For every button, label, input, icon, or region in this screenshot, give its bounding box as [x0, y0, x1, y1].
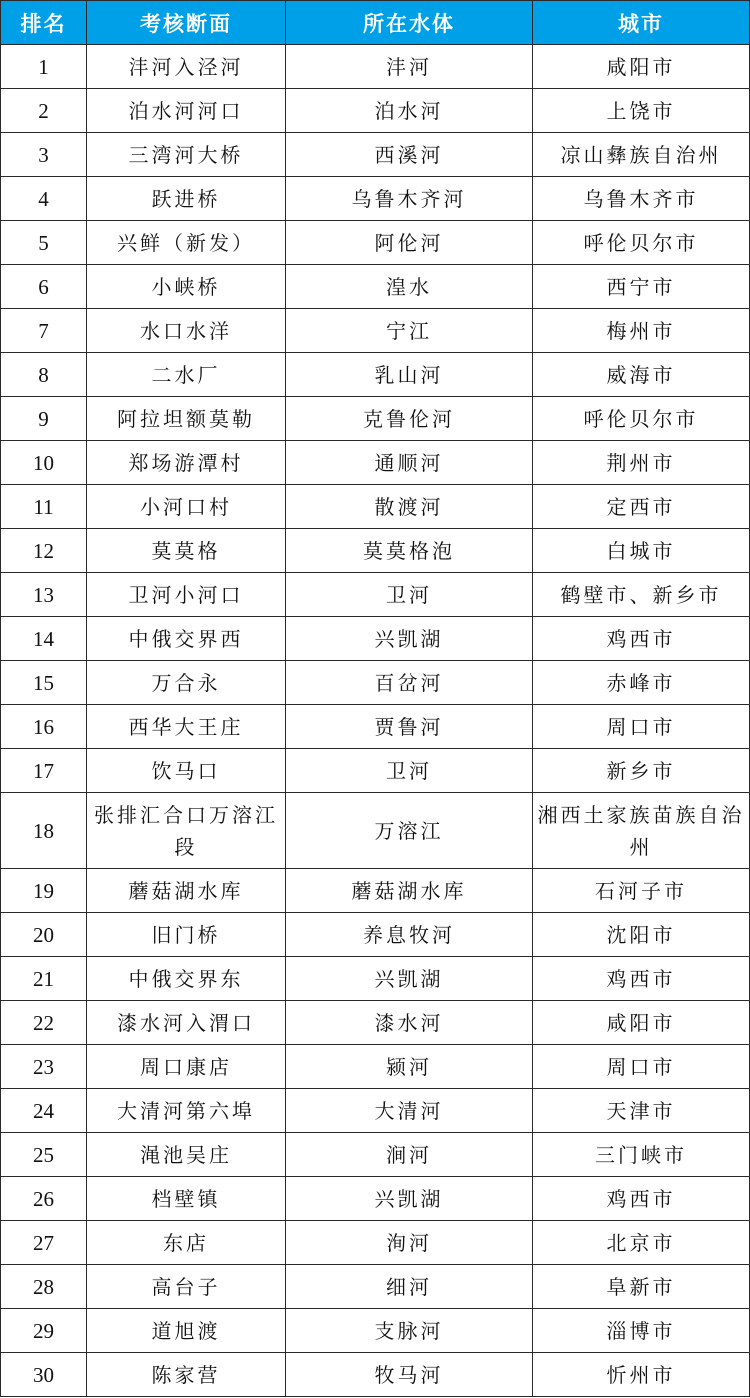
table-row [1, 913, 750, 957]
cell-city: 淄博市 [533, 1309, 750, 1353]
cell-water-body: 兴凯湖 [286, 617, 533, 661]
cell-city: 定西市 [533, 485, 750, 529]
table-row [1, 1089, 750, 1133]
cell-section: 沣河入泾河 [87, 45, 286, 89]
cell-section: 档壁镇 [87, 1177, 286, 1221]
cell-rank: 26 [1, 1177, 87, 1221]
cell-water-body: 西溪河 [286, 133, 533, 177]
table-row [1, 749, 750, 793]
cell-city: 白城市 [533, 529, 750, 573]
cell-section: 小峡桥 [87, 265, 286, 309]
cell-water-body: 颍河 [286, 1045, 533, 1089]
cell-section: 蘑菇湖水库 [87, 869, 286, 913]
table-row [1, 1265, 750, 1309]
cell-city: 乌鲁木齐市 [533, 177, 750, 221]
table-row [1, 1045, 750, 1089]
cell-water-body: 卫河 [286, 573, 533, 617]
cell-rank: 14 [1, 617, 87, 661]
cell-water-body: 洵河 [286, 1221, 533, 1265]
cell-section: 三湾河大桥 [87, 133, 286, 177]
cell-section: 西华大王庄 [87, 705, 286, 749]
cell-rank: 12 [1, 529, 87, 573]
table-row [1, 1001, 750, 1045]
cell-city: 上饶市 [533, 89, 750, 133]
cell-rank: 30 [1, 1353, 87, 1397]
cell-city: 咸阳市 [533, 1001, 750, 1045]
cell-section: 饮马口 [87, 749, 286, 793]
cell-water-body: 细河 [286, 1265, 533, 1309]
cell-rank: 23 [1, 1045, 87, 1089]
cell-rank: 21 [1, 957, 87, 1001]
cell-water-body: 贾鲁河 [286, 705, 533, 749]
cell-rank: 1 [1, 45, 87, 89]
header-rank: 排名 [1, 1, 87, 45]
cell-city: 荆州市 [533, 441, 750, 485]
cell-city: 石河子市 [533, 869, 750, 913]
cell-rank: 3 [1, 133, 87, 177]
cell-rank: 25 [1, 1133, 87, 1177]
table-row [1, 1221, 750, 1265]
cell-water-body: 克鲁伦河 [286, 397, 533, 441]
table-row [1, 397, 750, 441]
cell-section: 阿拉坦额莫勒 [87, 397, 286, 441]
table-row [1, 353, 750, 397]
cell-city: 赤峰市 [533, 661, 750, 705]
table-row [1, 1353, 750, 1397]
cell-rank: 6 [1, 265, 87, 309]
table-row [1, 441, 750, 485]
cell-water-body: 兴凯湖 [286, 957, 533, 1001]
cell-rank: 9 [1, 397, 87, 441]
table-row [1, 1177, 750, 1221]
cell-section: 高台子 [87, 1265, 286, 1309]
cell-section: 郑场游潭村 [87, 441, 286, 485]
cell-section: 旧门桥 [87, 913, 286, 957]
cell-water-body: 通顺河 [286, 441, 533, 485]
cell-city: 威海市 [533, 353, 750, 397]
cell-city: 鸡西市 [533, 957, 750, 1001]
table-header-row [1, 1, 750, 45]
cell-water-body: 兴凯湖 [286, 1177, 533, 1221]
cell-section: 卫河小河口 [87, 573, 286, 617]
cell-rank: 22 [1, 1001, 87, 1045]
cell-water-body: 蘑菇湖水库 [286, 869, 533, 913]
cell-rank: 24 [1, 1089, 87, 1133]
cell-water-body: 万溶江 [286, 793, 533, 869]
cell-city: 阜新市 [533, 1265, 750, 1309]
cell-water-body: 支脉河 [286, 1309, 533, 1353]
header-city: 城市 [533, 1, 750, 45]
table-row [1, 869, 750, 913]
cell-section: 中俄交界东 [87, 957, 286, 1001]
header-section: 考核断面 [87, 1, 286, 45]
cell-section: 万合永 [87, 661, 286, 705]
cell-section: 陈家营 [87, 1353, 286, 1397]
table-row [1, 529, 750, 573]
cell-rank: 4 [1, 177, 87, 221]
cell-rank: 13 [1, 573, 87, 617]
cell-section: 兴鲜（新发） [87, 221, 286, 265]
cell-rank: 20 [1, 913, 87, 957]
cell-rank: 17 [1, 749, 87, 793]
cell-rank: 16 [1, 705, 87, 749]
table-row [1, 265, 750, 309]
cell-city: 三门峡市 [533, 1133, 750, 1177]
table-row [1, 1309, 750, 1353]
cell-rank: 7 [1, 309, 87, 353]
table-row [1, 45, 750, 89]
cell-city: 沈阳市 [533, 913, 750, 957]
cell-city: 北京市 [533, 1221, 750, 1265]
cell-rank: 11 [1, 485, 87, 529]
cell-water-body: 宁江 [286, 309, 533, 353]
table-row [1, 1133, 750, 1177]
table-row [1, 221, 750, 265]
cell-city: 咸阳市 [533, 45, 750, 89]
cell-water-body: 卫河 [286, 749, 533, 793]
cell-section: 周口康店 [87, 1045, 286, 1089]
cell-water-body: 乳山河 [286, 353, 533, 397]
cell-rank: 10 [1, 441, 87, 485]
cell-rank: 19 [1, 869, 87, 913]
table-body [1, 45, 750, 1397]
cell-city: 呼伦贝尔市 [533, 397, 750, 441]
cell-city: 周口市 [533, 1045, 750, 1089]
cell-rank: 28 [1, 1265, 87, 1309]
cell-water-body: 湟水 [286, 265, 533, 309]
cell-rank: 29 [1, 1309, 87, 1353]
table-row [1, 793, 750, 869]
cell-water-body: 泊水河 [286, 89, 533, 133]
cell-section: 水口水洋 [87, 309, 286, 353]
cell-water-body: 漆水河 [286, 1001, 533, 1045]
cell-city: 呼伦贝尔市 [533, 221, 750, 265]
cell-water-body: 乌鲁木齐河 [286, 177, 533, 221]
cell-city: 梅州市 [533, 309, 750, 353]
cell-water-body: 牧马河 [286, 1353, 533, 1397]
cell-water-body: 沣河 [286, 45, 533, 89]
cell-city: 西宁市 [533, 265, 750, 309]
cell-city: 湘西土家族苗族自治州 [533, 793, 750, 869]
cell-section: 跃进桥 [87, 177, 286, 221]
cell-section: 泊水河河口 [87, 89, 286, 133]
cell-city: 周口市 [533, 705, 750, 749]
header-water-body: 所在水体 [286, 1, 533, 45]
cell-city: 鹤壁市、新乡市 [533, 573, 750, 617]
cell-city: 鸡西市 [533, 1177, 750, 1221]
cell-section: 道旭渡 [87, 1309, 286, 1353]
cell-city: 新乡市 [533, 749, 750, 793]
cell-section: 渑池吴庄 [87, 1133, 286, 1177]
cell-section: 大清河第六埠 [87, 1089, 286, 1133]
cell-rank: 2 [1, 89, 87, 133]
cell-water-body: 涧河 [286, 1133, 533, 1177]
cell-city: 天津市 [533, 1089, 750, 1133]
cell-water-body: 散渡河 [286, 485, 533, 529]
cell-section: 漆水河入渭口 [87, 1001, 286, 1045]
cell-section: 中俄交界西 [87, 617, 286, 661]
cell-water-body: 大清河 [286, 1089, 533, 1133]
table-row [1, 617, 750, 661]
cell-city: 凉山彝族自治州 [533, 133, 750, 177]
table-row [1, 89, 750, 133]
cell-section: 莫莫格 [87, 529, 286, 573]
table-row [1, 957, 750, 1001]
cell-section: 二水厂 [87, 353, 286, 397]
cell-section: 张排汇合口万溶江段 [87, 793, 286, 869]
cell-rank: 27 [1, 1221, 87, 1265]
cell-section: 东店 [87, 1221, 286, 1265]
cell-rank: 18 [1, 793, 87, 869]
cell-rank: 5 [1, 221, 87, 265]
cell-rank: 15 [1, 661, 87, 705]
cell-water-body: 阿伦河 [286, 221, 533, 265]
cell-water-body: 百岔河 [286, 661, 533, 705]
table-row [1, 133, 750, 177]
table-row [1, 661, 750, 705]
table-row [1, 705, 750, 749]
cell-city: 鸡西市 [533, 617, 750, 661]
cell-rank: 8 [1, 353, 87, 397]
table-row [1, 309, 750, 353]
table-row [1, 573, 750, 617]
cell-city: 忻州市 [533, 1353, 750, 1397]
table-row [1, 177, 750, 221]
table-row [1, 485, 750, 529]
cell-water-body: 养息牧河 [286, 913, 533, 957]
cell-water-body: 莫莫格泡 [286, 529, 533, 573]
cell-section: 小河口村 [87, 485, 286, 529]
